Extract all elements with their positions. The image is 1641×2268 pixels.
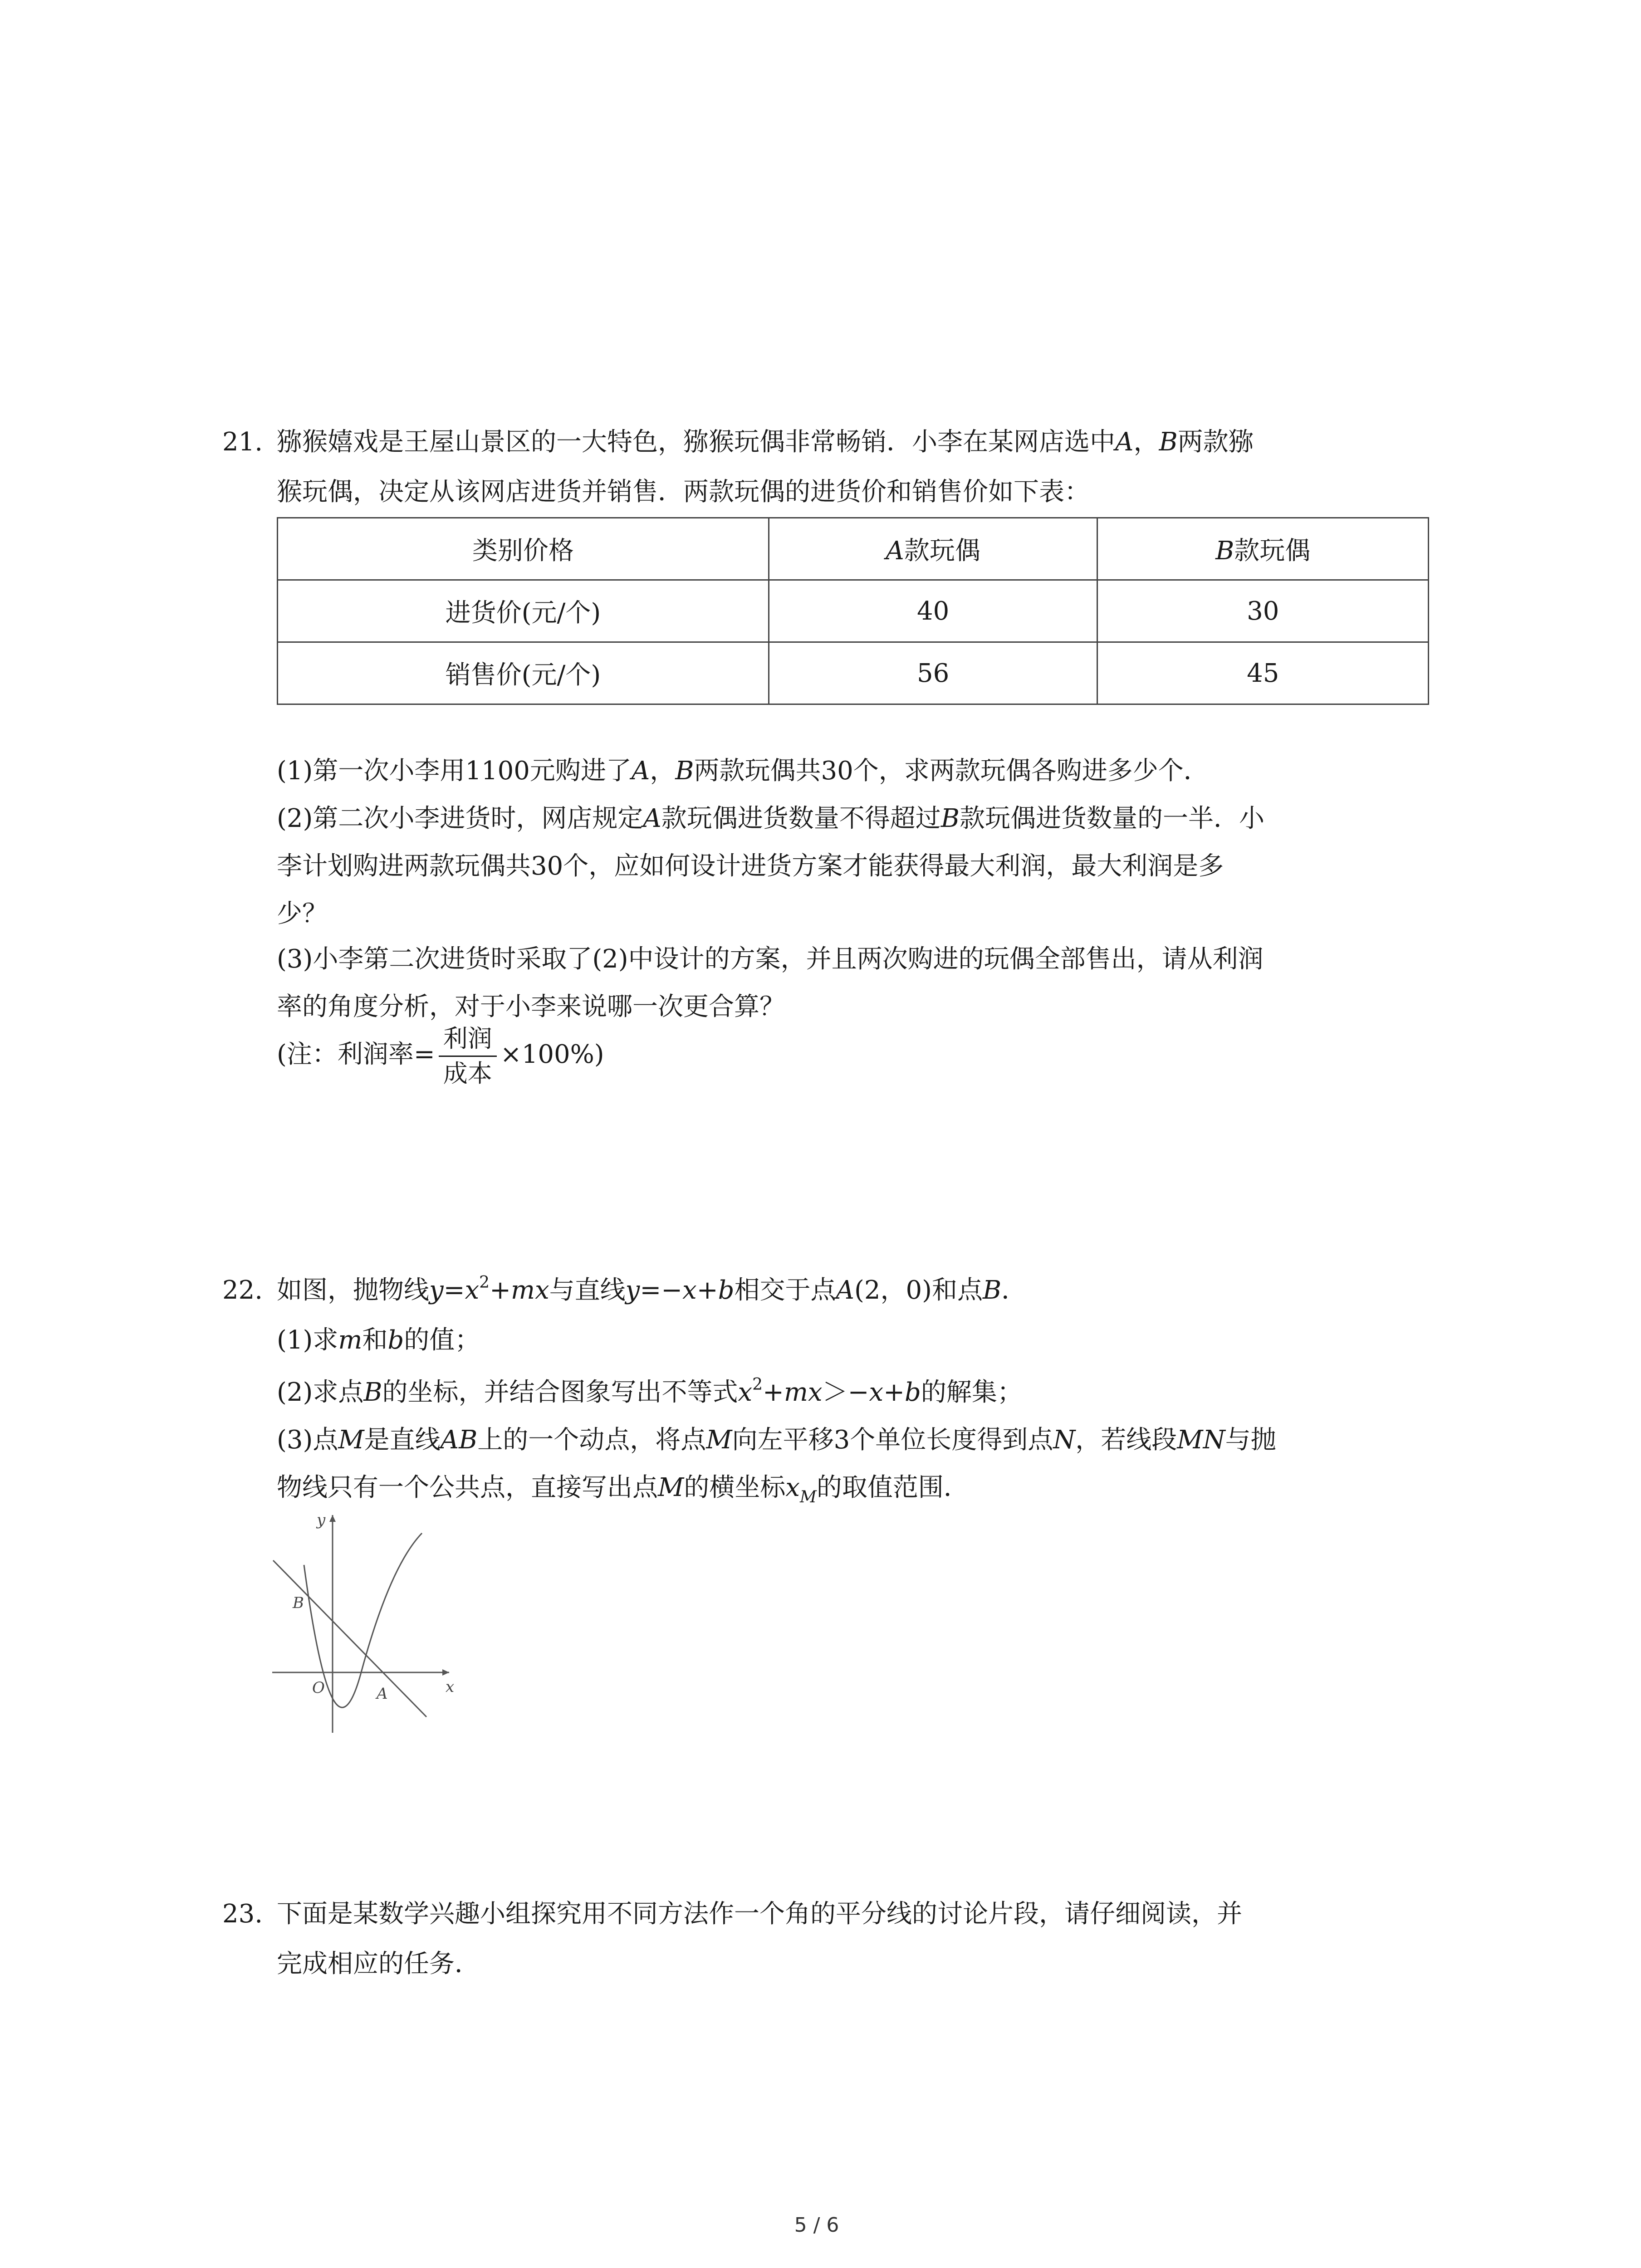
q22-part2: (2)求点B的坐标，并结合图象写出不等式$x^2+mx>-x+b$的解集；: [277, 1375, 1023, 1407]
point-a-label: A: [377, 1685, 388, 1703]
q21-number: 21.: [222, 427, 263, 457]
q23-line2: 完成相应的任务．: [277, 1949, 480, 1979]
q22-part1: (1)求m和b的值；: [277, 1325, 480, 1355]
table-header-row: [278, 518, 1429, 580]
q21-part2-line3: 少？: [277, 899, 328, 929]
point-b-label: B: [293, 1594, 304, 1612]
page-number: 5 / 6: [794, 2214, 839, 2237]
q21-part2-line1: (2)第二次小李进货时，网店规定A款玩偶进货数量不得超过B款玩偶进货数量的一半．小: [277, 804, 1264, 833]
q21-part1: (1)第一次小李用1100元购进了A，B两款玩偶共30个，求两款玩偶各购进多少个．: [277, 756, 1209, 786]
q21-part2-line2: 李计划购进两款玩偶共30个，应如何设计进货方案才能获得最大利润，最大利润是多: [277, 851, 1224, 881]
table-cell: 进货价(元/个): [278, 580, 769, 642]
q21-line1: 猕猴嬉戏是王屋山景区的一大特色，猕猴玩偶非常畅销．小李在某网店选中A，B两款猕: [277, 427, 1254, 457]
table-cell: 56: [769, 642, 1097, 704]
q23-number: 23.: [222, 1899, 263, 1929]
origin-label: O: [312, 1679, 325, 1697]
table-cell: 40: [769, 580, 1097, 642]
table-header-cell: 类别价格: [278, 518, 769, 580]
q21-line2: 猴玩偶，决定从该网店进货并销售．两款玩偶的进货价和销售价如下表：: [277, 477, 1090, 507]
q23-line1: 下面是某数学兴趣小组探究用不同方法作一个角的平分线的讨论片段，请仔细阅读，并: [277, 1899, 1242, 1929]
x-axis-label: x: [446, 1678, 455, 1696]
straight-line: [273, 1560, 426, 1717]
price-table: [277, 517, 1429, 705]
q21-part3-line1: (3)小李第二次进货时采取了(2)中设计的方案，并且两次购进的玩偶全部售出，请从利润: [277, 944, 1264, 974]
profit-rate-fraction: $\frac{\text{利润}}{\text{成本}}$: [439, 1022, 497, 1090]
q21-part3-line2: 率的角度分析，对于小李来说哪一次更合算？: [277, 992, 785, 1022]
table-row: [278, 642, 1429, 704]
table-header-cell: A款玩偶: [769, 518, 1097, 580]
table-cell: 销售价(元/个): [278, 642, 769, 704]
q22-part3-line2: 物线只有一个公共点，直接写出点M的横坐标$x_M$的取值范围．: [277, 1473, 969, 1506]
q22-part3-line1: (3)点M是直线AB上的一个动点，将点M向左平移3个单位长度得到点N，若线段MN与抛: [277, 1425, 1276, 1455]
q21-note: (注：利润率= $\frac{\text{利润}}{\text{成本}}$ ×100%): [277, 1018, 604, 1091]
x-axis-arrow: [442, 1669, 449, 1676]
table-cell: 45: [1097, 642, 1429, 704]
table-row: [278, 580, 1429, 642]
q22-number: 22.: [222, 1276, 263, 1305]
table-cell: 30: [1097, 580, 1429, 642]
y-axis-label: y: [317, 1511, 326, 1529]
y-axis-arrow: [329, 1515, 336, 1522]
parabola-line-figure: [268, 1506, 458, 1742]
q22-line1: 如图，抛物线$y=x^2+mx$与直线y=−x+b相交于点A(2，0)和点B．: [277, 1273, 1027, 1305]
table-header-cell: B款玩偶: [1097, 518, 1429, 580]
